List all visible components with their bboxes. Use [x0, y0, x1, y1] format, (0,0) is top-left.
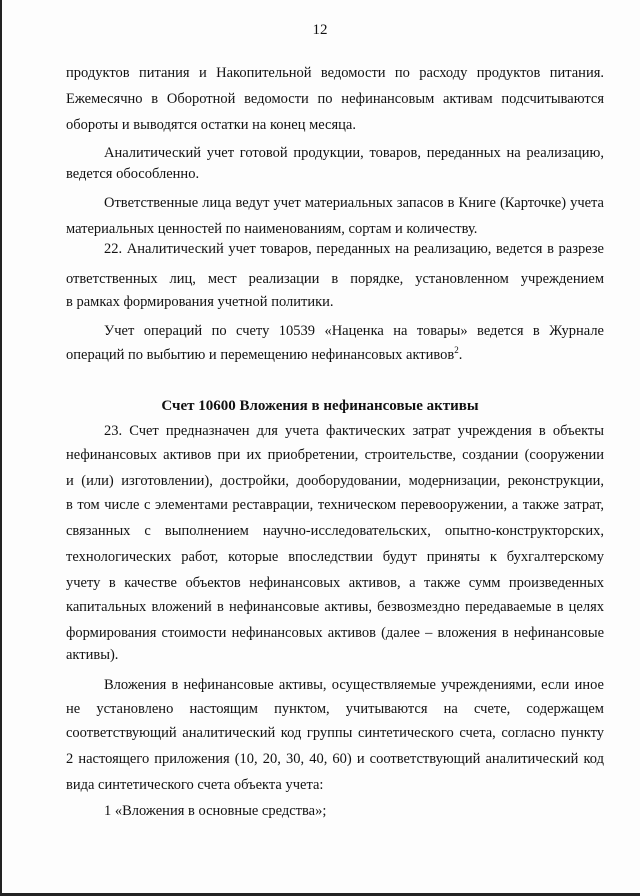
text-line: Учет операций по счету 10539 «Наценка на товары» ведется в Журнале — [104, 323, 604, 339]
section-heading: Счет 10600 Вложения в нефинансовые активы — [161, 398, 479, 414]
text-line: и (или) изготовлении), достройки, дооборудовании, модернизации, реконструкции, — [66, 473, 604, 489]
text-line: капитальных вложений в нефинансовые активы, безвозмездно передаваемые в целях — [66, 599, 604, 615]
text-line: 23. Счет предназначен для учета фактических затрат учреждения в объекты — [104, 423, 604, 439]
scan-edge-left — [0, 0, 2, 896]
text-line: учету в качестве объектов нефинансовых активов, а также сумм произведенных — [66, 575, 604, 591]
text-line: в рамках формирования учетной политики. — [66, 294, 334, 310]
text-line: 2 настоящего приложения (10, 20, 30, 40, 60) и соответствующий аналитический код — [66, 751, 604, 767]
text-line: в том числе с элементами реставрации, техническом перевооружении, а также затрат, — [66, 497, 604, 513]
text-line: нефинансовых активов при их приобретении, строительстве, создании (сооружении — [66, 447, 604, 463]
text-line: Ежемесячно в Оборотной ведомости по нефинансовым активам подсчитываются — [66, 91, 604, 107]
text-line: вида синтетического счета объекта учета: — [66, 777, 324, 793]
page-number: 12 — [312, 22, 328, 38]
text-line: формирования стоимости нефинансовых активов (далее – вложения в нефинансовые — [66, 625, 604, 641]
text-line: Вложения в нефинансовые активы, осуществляемые учреждениями, если иное — [104, 677, 604, 693]
text-line: ответственных лиц, мест реализации в порядке, установленном учреждением — [66, 271, 604, 287]
text-line: Ответственные лица ведут учет материальных запасов в Книге (Карточке) учета — [104, 195, 604, 211]
text-line: не установлено настоящим пунктом, учитываются на счете, содержащем — [66, 701, 604, 717]
list-item: 1 «Вложения в основные средства»; — [104, 803, 327, 819]
text-line: продуктов питания и Накопительной ведомости по расходу продуктов питания. — [66, 65, 604, 81]
text-line: соответствующий аналитический код группы синтетического счета, согласно пункту — [66, 725, 604, 741]
text-line: активы). — [66, 647, 119, 663]
text-line: связанных с выполнением научно-исследовательских, опытно-конструкторских, — [66, 523, 604, 539]
footnote-ref: 2 — [454, 345, 459, 356]
text-line: ведется обособленно. — [66, 166, 200, 182]
text-line — [66, 346, 604, 364]
text-line: материальных ценностей по наименованиям, сортам и количеству. — [66, 221, 478, 237]
sentence-end: . — [458, 347, 463, 363]
text-line-content: операций по выбытию и перемещению нефинансовых активов — [66, 347, 455, 363]
text-line: 22. Аналитический учет товаров, переданных на реализацию, ведется в разрезе — [104, 241, 604, 257]
text-line: технологических работ, которые впоследствии будут приняты к бухгалтерскому — [66, 549, 604, 565]
text-line: обороты и выводятся остатки на конец месяца. — [66, 117, 356, 133]
text-line: Аналитический учет готовой продукции, товаров, переданных на реализацию, — [104, 145, 604, 161]
